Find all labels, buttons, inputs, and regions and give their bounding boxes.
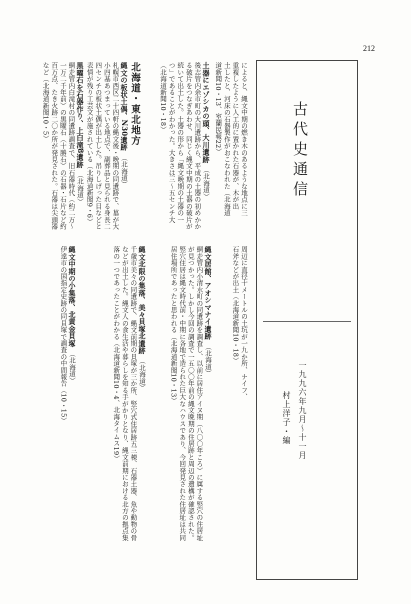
article-title: 黒曜石を石器作り、上白滝8遺跡 xyxy=(76,62,85,168)
title-box xyxy=(256,60,358,580)
article-body: 網走管内小清水町の同遺跡を調査し、以前に居住アイヌ期（八〇〇年ころ）に属する竪穴の住居址が見つかった。しかし今回の調査で一五〇〇年前の縄文晩期の住居跡と周辺の遺構が確認された。竪穴住居は縄文時代前・中期に各地で造られた巨大なハウスであり、今回発見された住居址は共同居住場所であったと思われる（北海道新聞10・13） xyxy=(169,246,204,541)
article-region: （北海道） xyxy=(204,346,212,377)
region-heading: 北海道・東北地方 xyxy=(129,62,140,146)
article-kitakogane xyxy=(30,246,76,546)
article-title: 縄文中期の小集落、北黄金貝塚 xyxy=(68,246,77,347)
article-region: （北海道） xyxy=(120,157,128,188)
article-body: 伊達市の国指定史跡の同貝塚で調査の中間報告（10・15） xyxy=(59,246,68,425)
article-title: 縄文の板状土偶、N30遺跡 xyxy=(120,62,129,151)
article-title: 縄文居館、アオシマナイ遺跡 xyxy=(204,246,213,340)
article-n30 xyxy=(85,62,140,230)
article-line: 重複したように人工的に置かれた石器が、木が出 xyxy=(231,62,240,210)
article-continued xyxy=(216,62,248,230)
article-line: 道新聞10・13、室蘭民報22） xyxy=(214,62,223,156)
article-aoshimanai xyxy=(150,246,212,546)
article-body: 網走管内白滝村の同遺跡調査で、旧石器時代（約二万〜一万二千年前）の黒曜石（十勝石）の石器・石片など約百万点、たき火跡二〇か所が発見された。石器は尖頭器など（北海道新聞10・5） xyxy=(41,62,76,230)
editor: 村上洋子・編 xyxy=(282,391,291,445)
article-title: 土器にエゾシカの頭、大川遺跡 xyxy=(202,62,211,163)
article-line: 土したと、河床の石器製作がおこなわれた（北海道 xyxy=(222,62,231,217)
article-region: （北海道） xyxy=(202,169,210,200)
article-region: （北海道） xyxy=(76,174,84,205)
article-line: 周辺に直径十メートルの土坑が一九か所、ナイフ、 xyxy=(240,246,248,401)
page-number: 212 xyxy=(363,44,375,53)
article-title: 縄文北限の集落、美々貝塚北遺跡 xyxy=(138,246,147,354)
article-body: 札幌市西区二十四軒の縄文後・晩期の同遺跡で、墓が大小四基あつまっている地点で、副葬品と見られる身長二四センチの板状土偶が出土した。吊りしげった目などと表情が残り工芸文が施されている（北海道新聞9・6） xyxy=(85,62,120,230)
article-region: （北海道） xyxy=(138,360,146,391)
article-shirataki xyxy=(30,62,84,230)
article-okawa xyxy=(144,62,210,230)
article-body: 後志管内余市町の大川遺跡から、平成の土器の初めかかる破片をつなぎあわせ、同じく縄文中期の土器の破片が続いて出土した。土器の形から「縄文晩期の土器の一つ」であることがわかった。大きさは三〜五センチ大（北海道新聞10・18） xyxy=(159,62,202,230)
article-body: 千歳市美々の同遺跡で、縄文前期の貝塚が三か所、竪穴式住居跡五三棟、石器土器、魚や動物の骨などが出土した。縄文人の食生活や暮らしを知る手がかりとなり、縄文前期における北方の拠点集落の一つであったことがわかる（北海道新聞10・4、北海タイムス19） xyxy=(112,246,138,541)
article-region: （北海道） xyxy=(68,353,76,384)
title-divider xyxy=(263,321,351,322)
article-line: によると、縄文中期の燃き木のあるような地点に三 xyxy=(240,62,248,217)
title: 古代史通信 xyxy=(291,101,309,201)
article-continued-lower xyxy=(216,246,248,416)
article-bibi xyxy=(80,246,146,546)
article-line: 石斧などが出土（北海道新聞10・18） xyxy=(231,246,240,364)
issue-date: 一九九六年九月〜十一月 xyxy=(298,361,307,460)
